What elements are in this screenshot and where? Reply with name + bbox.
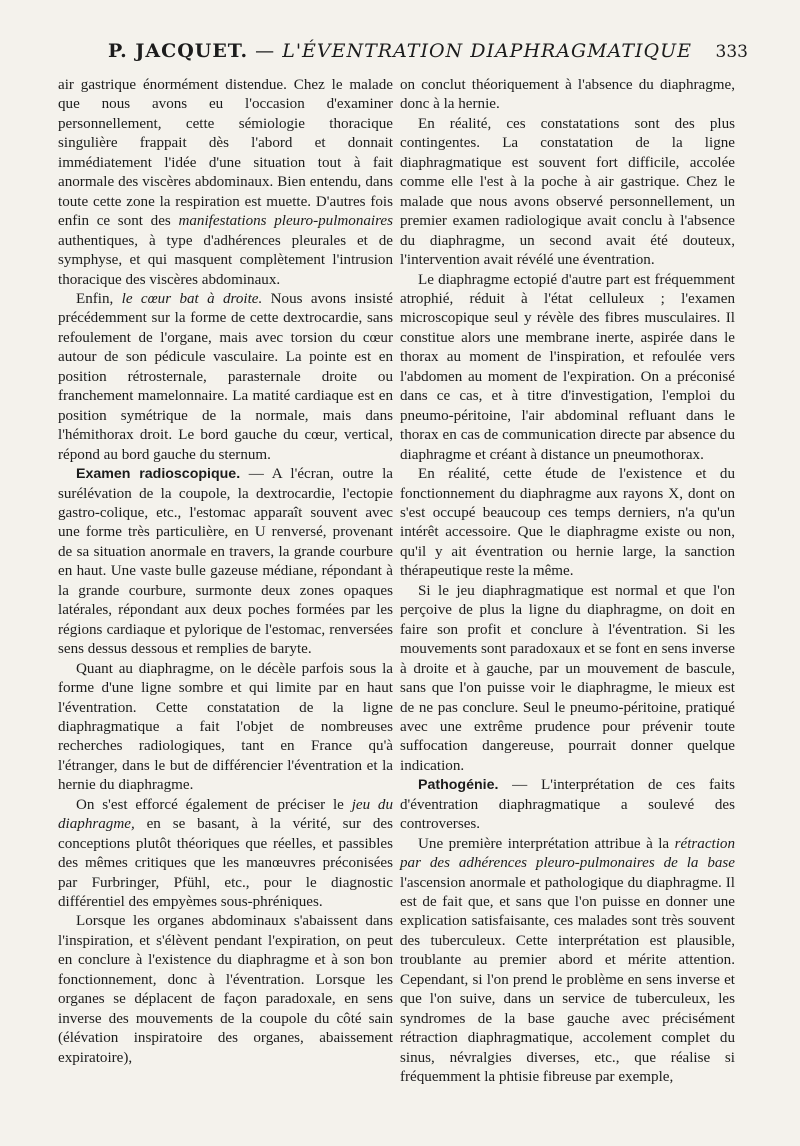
running-title-line xyxy=(52,40,748,62)
title-dash: — xyxy=(248,40,283,62)
paragraph: Le diaphragme ectopié d'autre part est fréquemment atrophié, réduit à l'état celluleux ; l'examen microscopique seul y révèle des fibres musculaires. Il constitue alors une membrane inerte, aspirée dans le thorax au moment de l'inspiration, et refoulée vers l'abdomen au moment de l'expiration. On a préconisé dans ce cas, et à titre d'investigation, l'emploi du pneumo-péritoine, l'air abdominal refluant dans le thorax en cas de communication directe par absence du diaphragme et créant à distance un pneumothorax. xyxy=(400,271,735,463)
page-number: 333 xyxy=(715,42,748,62)
article-title: L'ÉVENTRATION DIAPHRAGMATIQUE xyxy=(282,40,693,62)
running-header xyxy=(52,40,748,70)
paragraph: Quant au diaphragme, on le décèle parfois sous la forme d'une ligne sombre et qui limite par en haut l'éventration. Cette constatation de la ligne diaphragmatique a fait l'objet de nombreuses recherches radiologiques, tant en France qu'à l'étranger, dans le but de différencier l'éventration et la hernie du diaphragme. xyxy=(58,660,393,794)
paragraph: Enfin, le cœur bat à droite. Nous avons insisté précédemment sur la forme de cette dextrocardie, sans refoulement de l'organe, mais avec torsion du cœur autour de son pédicule vasculaire. La pointe est en position rétrosternale, parasternale droite ou franchement mamelonnaire. La matité cardiaque est en position symétrique de la normale, mais dans l'hémithorax droit. Le bord gauche du cœur, vertical, répond au bord gauche du sternum. xyxy=(58,290,394,463)
paragraph: Pathogénie. — L'interprétation de ces faits d'éventration diaphragmatique a soulevé des controverses. xyxy=(400,777,735,833)
paragraph: Lorsque les organes abdominaux s'abaissent dans l'inspiration, et s'élèvent pendant l'expiration, on peut en conclure à l'existence du diaphragme et à son bon fonctionnement, donc à l'éventration. Lorsque les organes se déplacent de façon paradoxale, en sens inverse des mouvements de la coupole du côté sain (élévation inspiratoire des organes, abaissement expiratoire), xyxy=(58,913,393,1066)
paragraph: air gastrique énormément distendue. Chez le malade que nous avons eu l'occasion d'examiner personnellement, cette sémiologie thoracique singulière frappait dès l'abord et donnait immédiatement l'idée d'une situation tout à fait anormale des viscères abdominaux. Bien entendu, dans toute cette zone la respiration est muette. D'autres fois enfin ce sont des manifestations pleuro-pulmonaires authentiques, à type d'adhérences pleurales et de symphyse, et qui masquent complètement l'intrusion thoracique des viscères abdominaux. xyxy=(58,77,394,288)
paragraph: on conclut théoriquement à l'absence du diaphragme, donc à la hernie. xyxy=(400,77,735,113)
paragraph: En réalité, cette étude de l'existence et du fonctionnement du diaphragme aux rayons X, dont on s'est occupé beaucoup ces temps derniers, n'a qu'un intérêt accessoire. Que le diaphragme existe ou non, qu'il y ait éventration ou hernie large, la sanction thérapeutique reste la même. xyxy=(400,466,735,580)
paragraph: En réalité, ces constatations sont des plus contingentes. La constatation de la ligne diaphragmatique est souvent fort difficile, accolée comme elle l'est à la poche à air gastrique. Chez le malade que nous avons observé personnellement, un premier examen radiologique avait conclu à l'absence du diaphragme, un second avait été douteux, l'intervention avait révélé une éventration. xyxy=(400,115,735,269)
paragraph: Examen radioscopique. — A l'écran, outre la surélévation de la coupole, la dextrocardie, l'ectopie gastro-colique, etc., l'estomac apparaît souvent avec une forme très particulière, en U renversé, provenant de sa situation anormale en travers, la grande courbure en haut. Une vaste bulle gazeuse médiane, répondant à la grande courbure, surmonte deux zones opaques latérales, répondant aux deux poches formées par les régions cardiaque et pylorique de l'estomac, renversées sens dessus dessous et remplies de baryte. xyxy=(58,466,393,658)
left-column xyxy=(58,76,393,1068)
paragraph: Une première interprétation attribue à la rétraction par des adhérences pleuro-pulmonaires de la base l'ascension anormale et pathologique du diaphragme. Il est de fait que, et sans que l'on puisse en donner une explication satisfaisante, ces malades sont très souvent des tuberculeux. Cette interprétation est plausible, troublante au premier abord et mérite attention. Cependant, si l'on prend le problème en sens inverse et que l'on suive, dans un service de tuberculeux, les syndromes de la base gauche avec précisément rétraction diaphragmatique, accolement complet du sinus, névralgies diverses, etc., que réalise si fréquemment la phtisie fibreuse par exemple, xyxy=(400,835,735,1086)
paragraph: Si le jeu diaphragmatique est normal et que l'on perçoive de plus la ligne du diaphragme, on doit en faire son profit et conclure à l'éventration. Si les mouvements sont paradoxaux et se font en sens inverse à droite et à gauche, par un mouvement de bascule, sans que l'on puisse voir le diaphragme, le mieux est de ne pas conclure. Seul le pneumo-péritoine, pratiqué avec une extrême prudence pour prévenir toute suffocation dangereuse, pourrait donner quelque indication. xyxy=(400,582,735,774)
section-heading-pathogeny: Pathogénie. xyxy=(418,777,499,794)
right-column xyxy=(400,76,735,1088)
paragraph: On s'est efforcé également de préciser le jeu du diaphragme, en se basant, à la vérité, sur des conceptions plutôt théoriques que réelles, et passibles des mêmes critiques que les manœuvres préconisées par Furbringer, Pfühl, etc., pour le diagnostic différentiel des empyèmes sous-phréniques. xyxy=(58,796,394,911)
author-name: P. JACQUET. xyxy=(107,40,249,62)
section-heading-radioscopy: Examen radioscopique. xyxy=(76,466,241,483)
